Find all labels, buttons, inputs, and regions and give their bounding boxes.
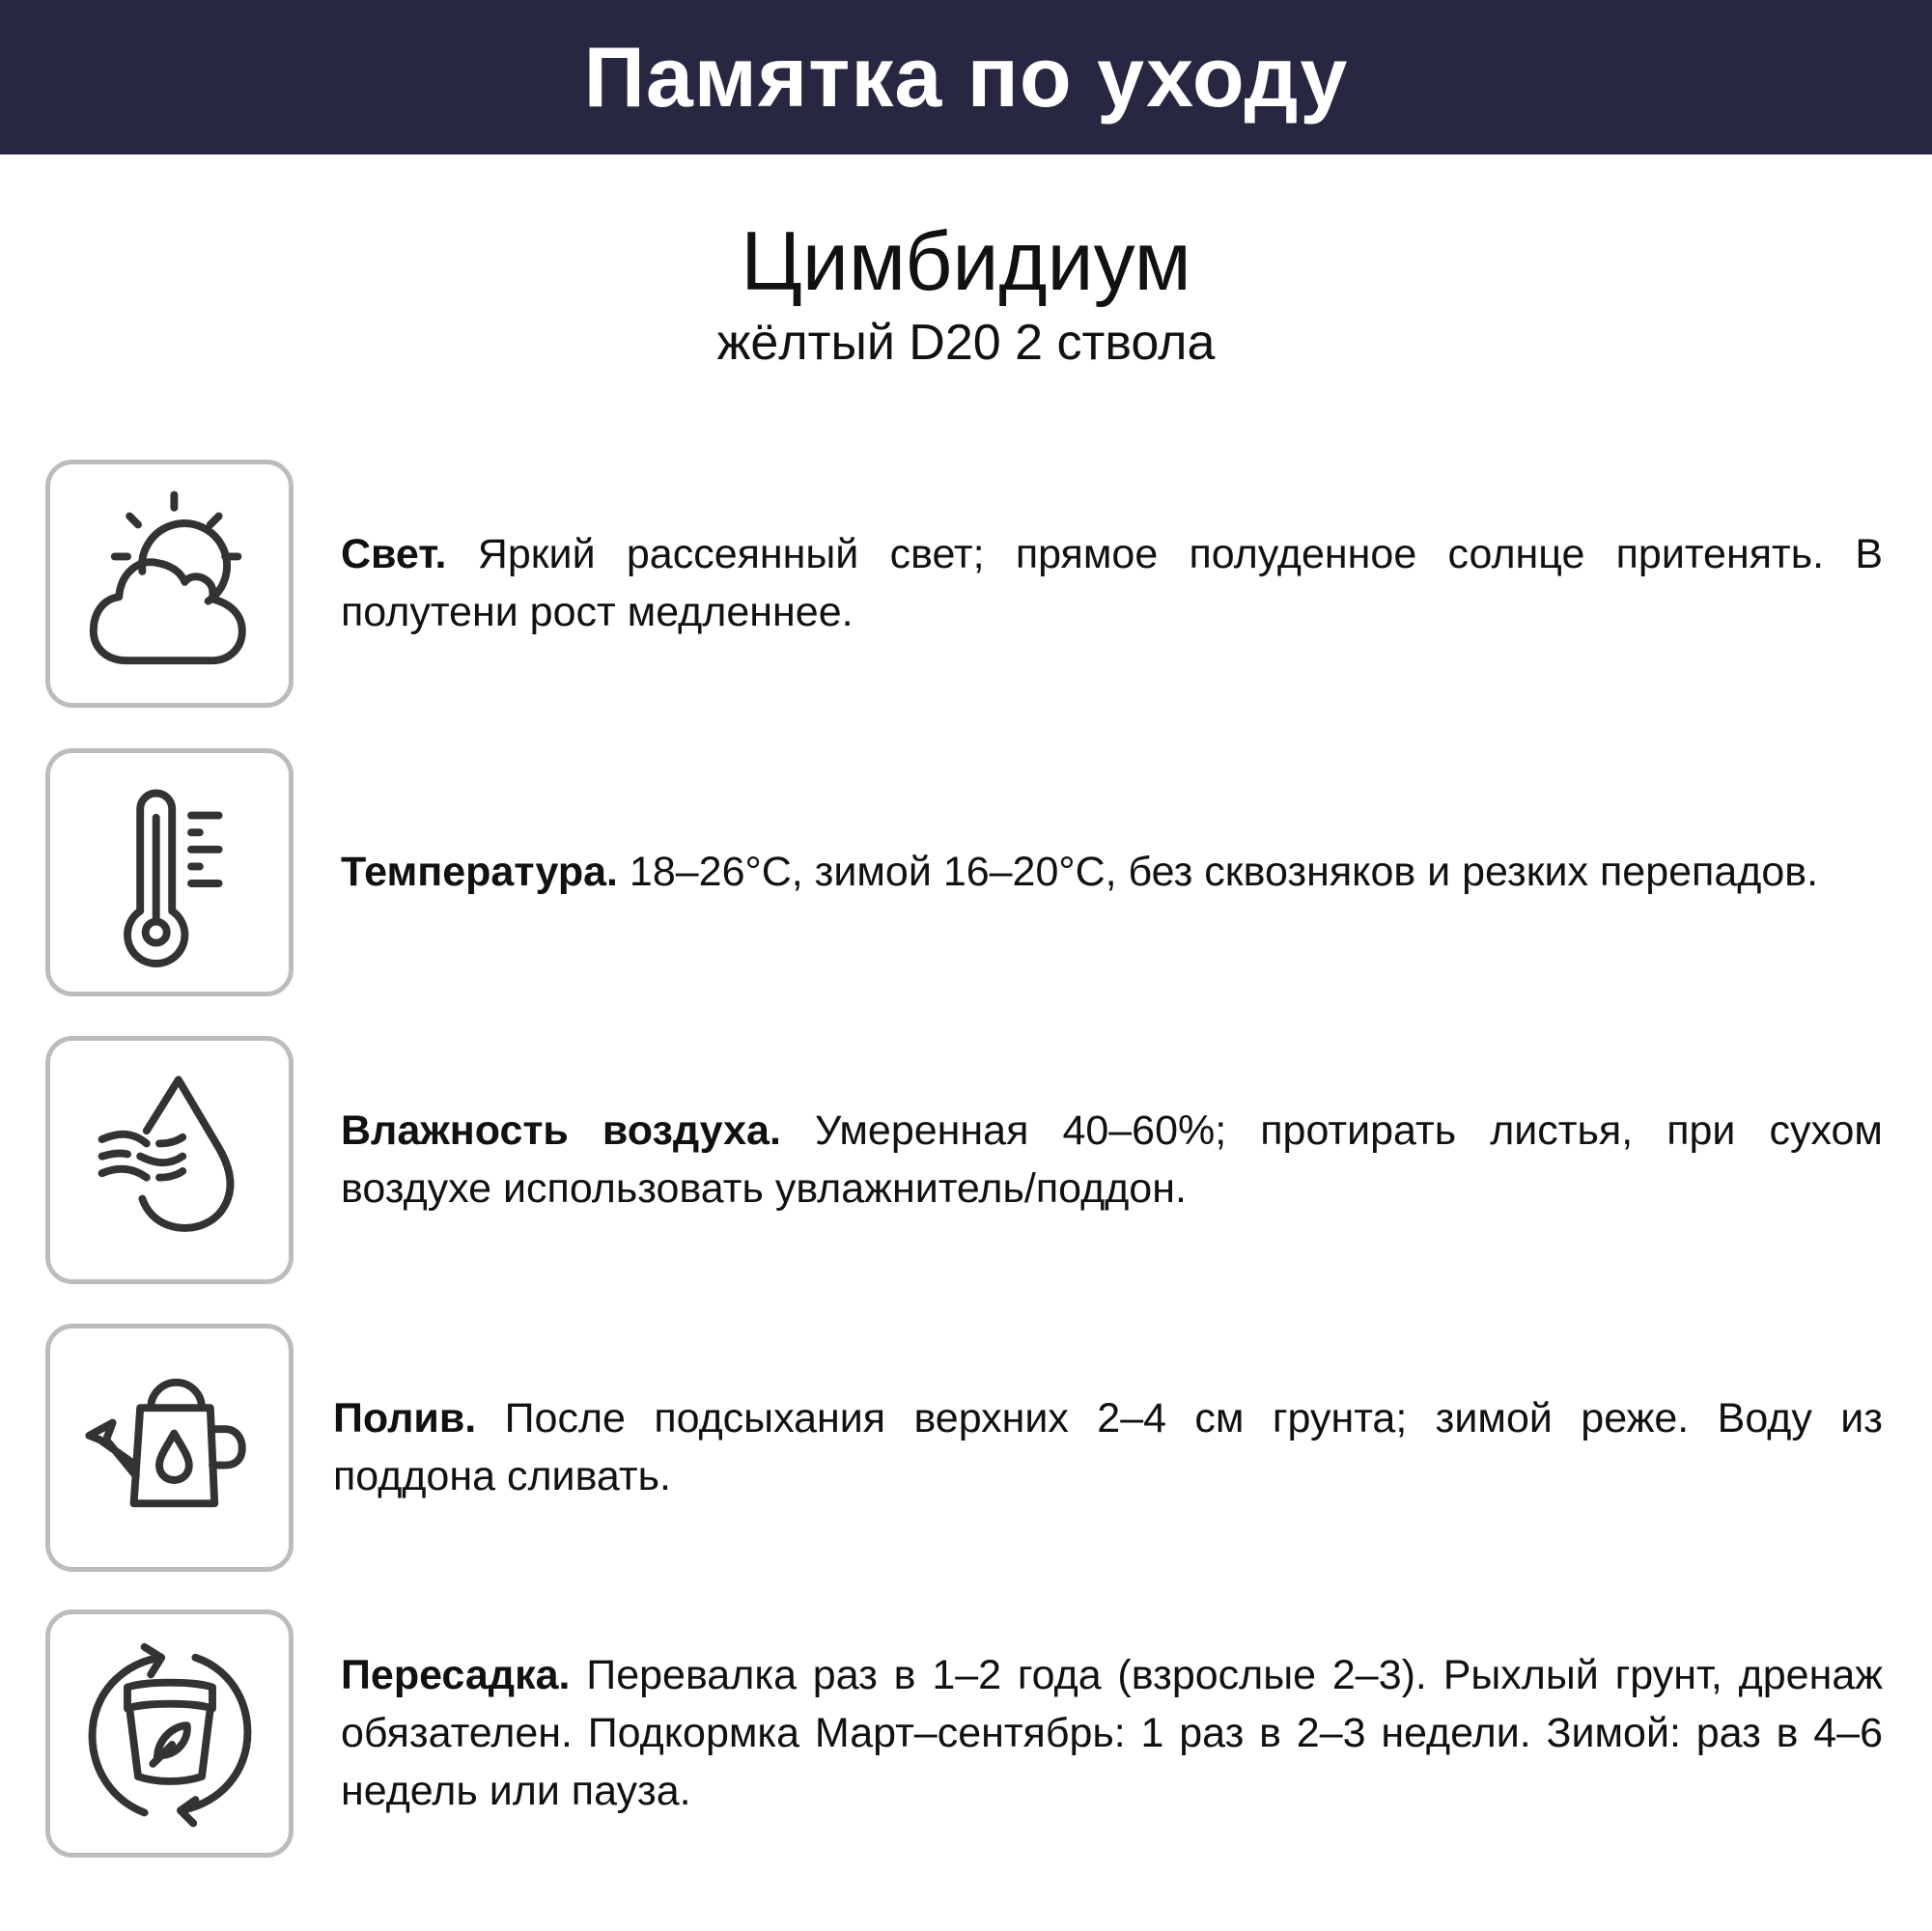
header-banner	[0, 0, 1932, 154]
product-name: Цимбидиум	[741, 215, 1191, 308]
care-text: Умеренная 40–60%; протирать листья, при сухом воздухе использовать увлажнитель/поддон.	[341, 1107, 1883, 1212]
care-item-temperature	[45, 748, 1883, 995]
care-label: Полив.	[333, 1395, 477, 1441]
care-text: После подсыхания верхних 2–4 см грунта; зимой реже. Воду из поддона сливать.	[333, 1395, 1883, 1499]
care-item-watering	[45, 1324, 1883, 1571]
care-item-humidity	[45, 1036, 1883, 1283]
watering-can-icon	[45, 1324, 294, 1572]
care-label: Пересадка.	[341, 1652, 571, 1698]
thermometer-icon	[45, 748, 294, 996]
care-item-repotting	[45, 1609, 1883, 1857]
care-text: Перевалка раз в 1–2 года (взрослые 2–3). Рыхлый грунт, дренаж обязателен. Подкормка Март–сентябрь: 1 раз в 2–3 недели. Зимой: раз в 4–6 недель или пауза.	[341, 1652, 1884, 1814]
page-title: Памятка по уходу	[583, 29, 1349, 125]
humidity-drop-icon	[45, 1036, 294, 1284]
sun-cloud-icon	[45, 460, 294, 708]
care-label: Влажность воздуха.	[341, 1107, 781, 1154]
care-label: Температура.	[341, 849, 618, 895]
care-text: Яркий рассеянный свет; прямое полуденное солнце притенять. В полутени рост медленнее.	[341, 531, 1883, 635]
repot-icon	[45, 1609, 294, 1858]
product-variant: жёлтый D20 2 ствола	[716, 315, 1216, 371]
care-text: 18–26°C, зимой 16–20°C, без сквозняков и резких перепадов.	[629, 849, 1819, 895]
care-label: Свет.	[341, 531, 447, 577]
care-item-light	[45, 460, 1883, 707]
